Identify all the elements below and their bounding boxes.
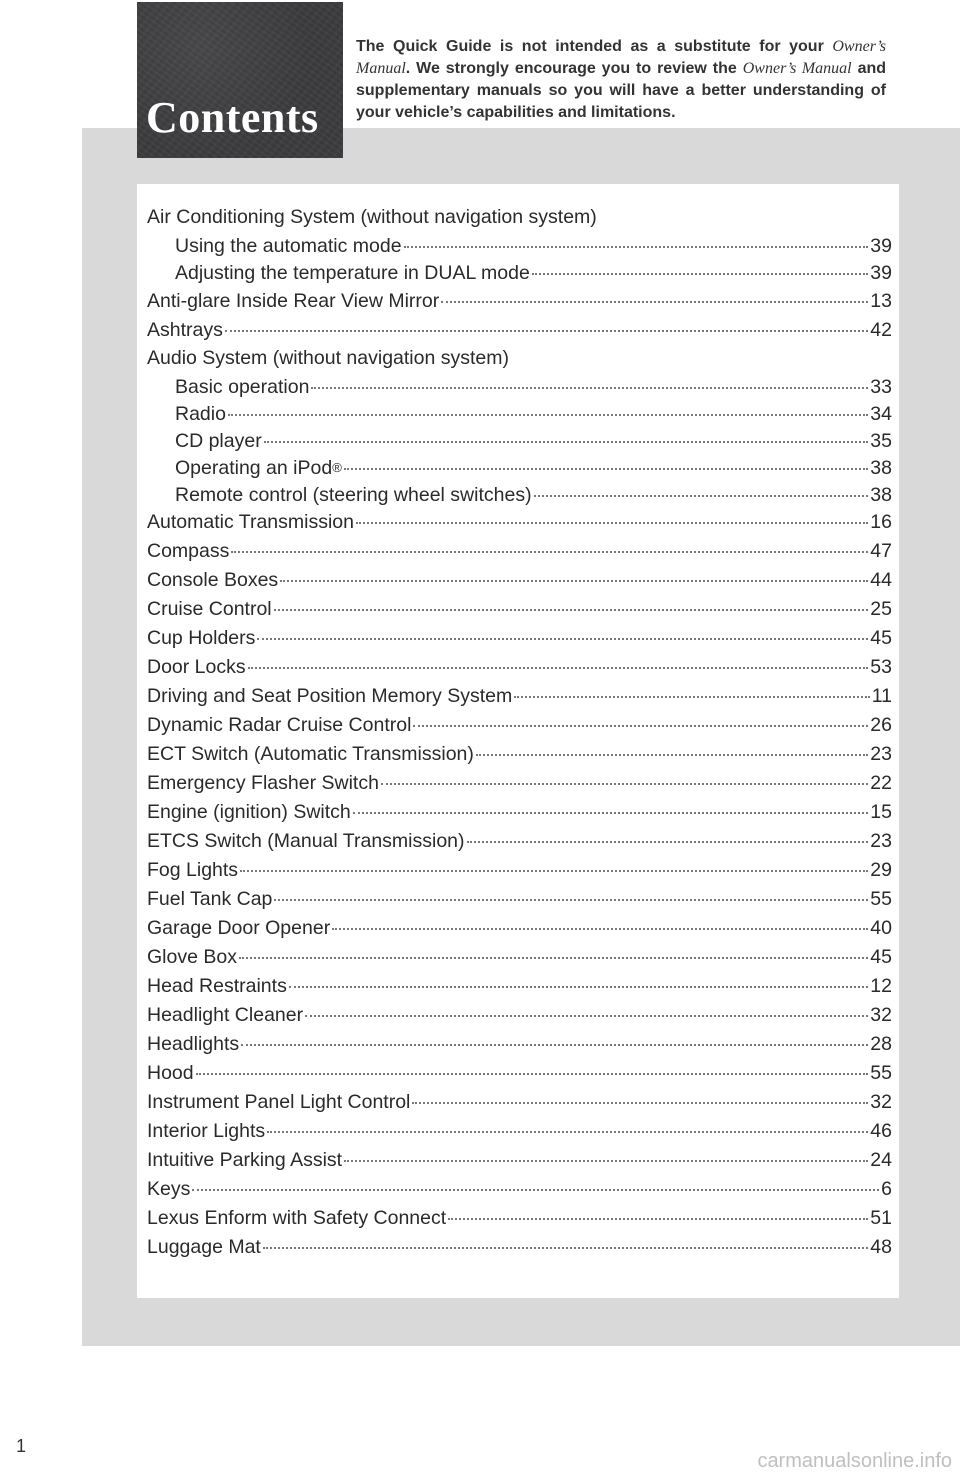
toc-entry-page: 33 [870, 376, 892, 398]
dot-leader [476, 754, 868, 756]
toc-entry-label: Headlight Cleaner [147, 1004, 304, 1026]
dot-leader [441, 301, 868, 303]
toc-entry[interactable] [147, 885, 892, 913]
intro-owners-manual-2: Owner’s Manual [742, 60, 852, 77]
toc-entry-label: Cup Holders [147, 627, 256, 649]
toc-entry[interactable] [147, 769, 892, 797]
toc-entry[interactable] [147, 711, 892, 739]
toc-entry-page: 13 [870, 290, 892, 312]
toc-entry-page: 25 [870, 598, 892, 620]
dot-leader [289, 986, 868, 988]
toc-entry-page: 32 [870, 1004, 892, 1026]
toc-entry[interactable] [175, 259, 892, 287]
dot-leader [311, 387, 868, 389]
toc-entry-label: Operating an iPod [175, 457, 333, 479]
dot-leader [241, 1044, 868, 1046]
dot-leader [356, 522, 868, 524]
dot-leader [192, 1189, 879, 1191]
toc-entry-label: Air Conditioning System (without navigation system) [147, 206, 597, 228]
dot-leader [240, 870, 868, 872]
toc-entry-page: 6 [881, 1178, 892, 1200]
toc-entry[interactable] [147, 287, 892, 315]
toc-entry-label: Using the automatic mode [175, 235, 402, 257]
toc-entry[interactable] [175, 373, 892, 401]
toc-entry-label: Cruise Control [147, 598, 272, 620]
toc-entry[interactable] [147, 537, 892, 565]
dot-leader [381, 783, 868, 785]
dot-leader [231, 551, 868, 553]
dot-leader [344, 1160, 868, 1162]
toc-entry-label: CD player [175, 430, 262, 452]
toc-entry-label: Luggage Mat [147, 1236, 261, 1258]
toc-entry-label: Interior Lights [147, 1120, 266, 1142]
toc-entry-label: Basic operation [175, 376, 310, 398]
toc-entry[interactable] [147, 508, 892, 536]
dot-leader [448, 1218, 868, 1220]
page-title: Contents [146, 93, 319, 142]
dot-leader [514, 696, 870, 698]
toc-entry[interactable] [175, 232, 892, 260]
toc-entry-page: 11 [871, 685, 892, 707]
toc-entry-label: Lexus Enform with Safety Connect [147, 1207, 447, 1229]
toc-entry-page: 15 [870, 801, 892, 823]
intro-text-1: The Quick Guide is not intended as a substitute for your [356, 38, 833, 55]
toc-entry-page: 44 [870, 569, 892, 591]
toc-entry-page: 23 [870, 830, 892, 852]
toc-entry-label: Instrument Panel Light Control [147, 1091, 411, 1113]
toc-entry[interactable] [147, 1233, 892, 1261]
dot-leader [353, 812, 869, 814]
dot-leader [274, 609, 869, 611]
toc-entry-page: 55 [870, 888, 892, 910]
toc-entry[interactable] [147, 1146, 892, 1174]
dot-leader [412, 1102, 868, 1104]
dot-leader [239, 957, 868, 959]
toc-entry[interactable] [147, 740, 892, 768]
dot-leader [196, 1073, 869, 1075]
toc-entry-page: 22 [870, 772, 892, 794]
toc-entry[interactable]: Operating an iPod ® 38 [175, 454, 892, 482]
toc-entry-page: 38 [870, 457, 892, 479]
toc-entry-page: 34 [870, 403, 892, 425]
dot-leader [305, 1015, 868, 1017]
toc-entry[interactable] [147, 1117, 892, 1145]
toc-entry-page: 16 [870, 511, 892, 533]
toc-entry-label: ECT Switch (Automatic Transmission) [147, 743, 474, 765]
toc-entry-page: 40 [870, 917, 892, 939]
toc-entry[interactable] [175, 481, 892, 509]
toc-entry-label: Driving and Seat Position Memory System [147, 685, 513, 707]
toc-entry-page: 47 [870, 540, 892, 562]
toc-entry-page: 51 [870, 1207, 892, 1229]
dot-leader [280, 580, 868, 582]
toc-entry[interactable] [147, 1088, 892, 1116]
toc-entry[interactable] [147, 595, 892, 623]
toc-entry-label: Fuel Tank Cap [147, 888, 273, 910]
toc-entry[interactable] [147, 827, 892, 855]
toc-entry-page: 29 [870, 859, 892, 881]
toc-entry[interactable] [147, 653, 892, 681]
toc-entry-label: Headlights [147, 1033, 240, 1055]
dot-leader [248, 667, 869, 669]
toc-entry-page: 26 [870, 714, 892, 736]
toc-entry-page: 45 [870, 627, 892, 649]
toc-entry-page: 32 [870, 1091, 892, 1113]
toc-entry-label: Ashtrays [147, 319, 223, 341]
dot-leader [228, 414, 868, 416]
toc-entry[interactable] [147, 344, 892, 372]
toc-entry-label: Garage Door Opener [147, 917, 331, 939]
toc-entry-label: Intuitive Parking Assist [147, 1149, 343, 1171]
toc-entry-page: 48 [870, 1236, 892, 1258]
toc-entry[interactable] [175, 427, 892, 455]
toc-entry[interactable] [147, 1059, 892, 1087]
toc-entry-page: 42 [870, 319, 892, 341]
dot-leader [264, 441, 869, 443]
dot-leader [225, 330, 868, 332]
toc-entry[interactable] [147, 1175, 892, 1203]
toc-entry[interactable] [147, 682, 892, 710]
toc-entry[interactable] [147, 856, 892, 884]
toc-entry-page: 35 [870, 430, 892, 452]
intro-owners-manual-1: Owner’s Manual [356, 38, 886, 77]
toc-entry-label: Emergency Flasher Switch [147, 772, 379, 794]
toc-entry-label: Hood [147, 1062, 194, 1084]
toc-entry-label: Console Boxes [147, 569, 279, 591]
dot-leader [332, 928, 868, 930]
toc-entry[interactable] [175, 400, 892, 428]
toc-entry-label: Dynamic Radar Cruise Control [147, 714, 412, 736]
toc-entry[interactable] [147, 798, 892, 826]
dot-leader [404, 246, 869, 248]
toc-entry-label: Engine (ignition) Switch [147, 801, 351, 823]
toc-entry[interactable] [147, 1001, 892, 1029]
toc-entry[interactable] [147, 1030, 892, 1058]
toc-entry-page: 38 [870, 484, 892, 506]
watermark: carmanualsonline.info [757, 1450, 952, 1472]
toc-entry-label: Glove Box [147, 946, 237, 968]
toc-entry-label: Anti-glare Inside Rear View Mirror [147, 290, 440, 312]
toc-entry[interactable] [147, 1204, 892, 1232]
intro-text-3: and supplementary manuals so you will have a better understanding of your vehicle’s capabilities and limitations. [356, 60, 887, 121]
dot-leader [267, 1131, 868, 1133]
dot-leader [467, 841, 869, 843]
toc-entry-page: 23 [870, 743, 892, 765]
toc-entry[interactable] [147, 943, 892, 971]
toc-entry-label: Fog Lights [147, 859, 239, 881]
toc-entry-page: 28 [870, 1033, 892, 1055]
toc-entry[interactable] [147, 566, 892, 594]
toc-entry-page: 53 [870, 656, 892, 678]
toc-entry-page: 39 [870, 235, 892, 257]
toc-entry-label: Adjusting the temperature in DUAL mode [175, 262, 530, 284]
toc-entry[interactable] [147, 316, 892, 344]
dot-leader [274, 899, 868, 901]
toc-entry-label: Door Locks [147, 656, 246, 678]
dot-leader [263, 1247, 868, 1249]
toc-entry-page: 45 [870, 946, 892, 968]
toc-entry-label: Head Restraints [147, 975, 287, 997]
page-number: 1 [16, 1436, 27, 1456]
toc-entry[interactable] [147, 972, 892, 1000]
toc-entry-label: Compass [147, 540, 230, 562]
toc-entry-label: Keys [147, 1178, 191, 1200]
dot-leader [257, 638, 868, 640]
dot-leader [413, 725, 868, 727]
toc-entry-label: Remote control (steering wheel switches) [175, 484, 532, 506]
intro-note [356, 36, 886, 124]
toc-entry[interactable] [147, 914, 892, 942]
intro-text-2: . We strongly encourage you to review the [405, 60, 743, 77]
toc-entry-page: 55 [870, 1062, 892, 1084]
toc-entry-label: ETCS Switch (Manual Transmission) [147, 830, 465, 852]
dot-leader [532, 273, 868, 275]
dot-leader [344, 468, 869, 470]
toc-entry-label: Audio System (without navigation system) [147, 347, 509, 369]
toc-entry-label: Automatic Transmission [147, 511, 354, 533]
toc-entry-page: 46 [870, 1120, 892, 1142]
toc-entry[interactable] [147, 624, 892, 652]
toc-entry-label: Radio [175, 403, 226, 425]
dot-leader [534, 495, 869, 497]
toc-entry-page: 24 [870, 1149, 892, 1171]
toc-entry-page: 39 [870, 262, 892, 284]
toc-entry-page: 12 [870, 975, 892, 997]
toc-entry[interactable] [147, 203, 892, 231]
